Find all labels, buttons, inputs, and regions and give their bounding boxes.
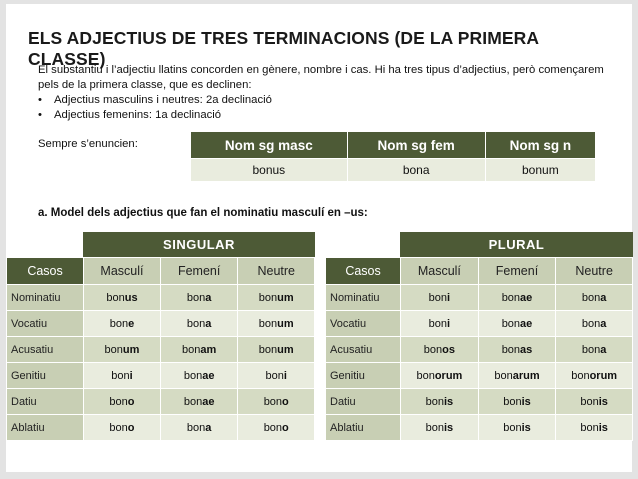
ending: o — [127, 395, 135, 408]
column-header: Neutre — [238, 258, 315, 285]
enunciate-value: bonus — [191, 159, 348, 182]
form-cell — [478, 337, 556, 363]
singular-group-header: SINGULAR — [83, 232, 315, 258]
stem: bon — [581, 343, 601, 356]
stem: bon — [581, 291, 601, 304]
stem: bon — [258, 317, 278, 330]
enunciate-header: Nom sg masc — [191, 132, 348, 159]
ending: i — [283, 369, 287, 382]
ending: orum — [589, 369, 618, 382]
form-cell — [160, 311, 238, 337]
table-row — [7, 389, 315, 415]
case-label: Ablatiu — [326, 415, 401, 441]
column-header: Masculí — [401, 258, 479, 285]
table-row — [326, 337, 633, 363]
form-cell — [401, 415, 479, 441]
stem: bon — [263, 421, 283, 434]
table-row — [7, 415, 315, 441]
form-cell — [84, 337, 161, 363]
stem: bon — [494, 369, 513, 382]
stem: bon — [106, 291, 125, 304]
stem: bon — [111, 369, 130, 382]
stem: bon — [423, 343, 443, 356]
case-label: Ablatiu — [7, 415, 84, 441]
form-cell — [84, 363, 161, 389]
form-cell — [478, 285, 556, 311]
form-cell — [556, 311, 633, 337]
bullet-text: Adjectius femenins: 1a declinació — [54, 109, 222, 121]
ending: i — [129, 369, 133, 382]
form-cell — [84, 285, 161, 311]
stem: bon — [258, 343, 278, 356]
case-label: Datiu — [7, 389, 84, 415]
form-cell — [238, 363, 315, 389]
enunciate-value: bona — [347, 159, 485, 182]
stem: bon — [186, 291, 206, 304]
stem: bon — [501, 343, 521, 356]
ending: as — [520, 343, 533, 356]
stem: bon — [258, 291, 278, 304]
enunciate-label: Sempre s’enuncien: — [38, 138, 138, 150]
stem: bon — [425, 395, 444, 408]
stem: bon — [109, 421, 128, 434]
stem: bon — [503, 421, 522, 434]
ending: a — [205, 317, 212, 330]
ending: am — [200, 343, 217, 356]
form-cell — [238, 415, 315, 441]
stem: bon — [104, 343, 123, 356]
column-header: Femení — [160, 258, 238, 285]
form-cell — [84, 415, 161, 441]
ending: ae — [520, 291, 533, 304]
enunciate-header: Nom sg n — [485, 132, 595, 159]
form-cell — [556, 337, 633, 363]
stem: bon — [571, 369, 590, 382]
bullet-text: Adjectius masculins i neutres: 2a declinació — [54, 94, 272, 106]
ending: arum — [512, 369, 540, 382]
enunciate-value: bonum — [485, 159, 595, 182]
stem: bon — [580, 421, 599, 434]
stem: bon — [503, 395, 522, 408]
form-cell — [556, 415, 633, 441]
form-cell — [160, 389, 238, 415]
form-cell — [238, 337, 315, 363]
ending: orum — [434, 369, 463, 382]
ending: i — [447, 291, 451, 304]
form-cell — [160, 337, 238, 363]
stem: bon — [182, 343, 201, 356]
ending: os — [442, 343, 455, 356]
form-cell — [160, 363, 238, 389]
form-cell — [160, 285, 238, 311]
form-cell — [401, 311, 479, 337]
enunciate-header: Nom sg fem — [347, 132, 485, 159]
case-label: Acusatiu — [326, 337, 401, 363]
stem: bon — [581, 317, 601, 330]
ending: a — [600, 317, 607, 330]
form-cell — [401, 285, 479, 311]
ending: is — [598, 395, 608, 408]
case-label: Datiu — [326, 389, 401, 415]
case-label: Acusatiu — [7, 337, 84, 363]
case-label: Vocatiu — [7, 311, 84, 337]
form-cell — [160, 415, 238, 441]
ending: o — [282, 421, 289, 434]
column-header: Casos — [326, 258, 401, 285]
stem: bon — [425, 421, 444, 434]
enunciate-table — [190, 131, 596, 182]
ending: ae — [520, 317, 533, 330]
ending: a — [600, 343, 607, 356]
form-cell — [478, 311, 556, 337]
section-label: a. Model dels adjectius que fan el nominatiu masculí en –us: — [38, 207, 368, 219]
stem: bon — [263, 395, 283, 408]
ending: e — [128, 317, 135, 330]
form-cell — [478, 363, 556, 389]
form-cell — [556, 389, 633, 415]
ending: is — [521, 421, 531, 434]
ending: um — [277, 317, 294, 330]
ending: a — [600, 291, 607, 304]
column-header: Casos — [7, 258, 84, 285]
stem: bon — [183, 369, 203, 382]
ending: is — [443, 421, 454, 434]
form-cell — [238, 285, 315, 311]
stem: bon — [428, 317, 448, 330]
ending: um — [277, 291, 294, 304]
form-cell — [84, 311, 161, 337]
ending: us — [124, 291, 138, 304]
form-cell — [238, 311, 315, 337]
stem: bon — [183, 395, 203, 408]
table-row — [7, 363, 315, 389]
ending: ae — [202, 369, 215, 382]
plural-group-header: PLURAL — [400, 232, 633, 258]
form-cell — [238, 389, 315, 415]
plural-declension-table — [325, 257, 633, 441]
ending: is — [443, 395, 454, 408]
bullet-icon: • — [38, 94, 42, 106]
table-row — [326, 389, 633, 415]
table-row — [326, 311, 633, 337]
ending: ae — [202, 395, 215, 408]
bullet-icon: • — [38, 109, 42, 121]
table-row — [326, 415, 633, 441]
form-cell — [556, 363, 633, 389]
intro-paragraph: El substantiu i l’adjectiu llatins concorden en gènere, nombre i cas. Hi ha tres tipus d’adjectius, però començarem pels de la primera classe, que es declinen: — [38, 64, 604, 91]
ending: o — [282, 395, 289, 408]
ending: is — [598, 421, 608, 434]
stem: bon — [416, 369, 435, 382]
form-cell — [401, 389, 479, 415]
column-header: Femení — [478, 258, 556, 285]
table-row — [326, 285, 633, 311]
singular-declension-table — [6, 257, 315, 441]
case-label: Nominatiu — [7, 285, 84, 311]
form-cell — [478, 415, 556, 441]
ending: a — [205, 291, 212, 304]
slide-title: ELS ADJECTIUS DE TRES TERMINACIONS (DE LA PRIMERA CLASSE) — [28, 28, 539, 69]
ending: a — [205, 421, 212, 434]
ending: um — [277, 343, 294, 356]
ending: um — [122, 343, 140, 356]
case-label: Nominatiu — [326, 285, 401, 311]
form-cell — [556, 285, 633, 311]
stem: bon — [428, 291, 448, 304]
ending: is — [521, 395, 531, 408]
form-cell — [401, 337, 479, 363]
ending: i — [447, 317, 451, 330]
stem: bon — [109, 395, 128, 408]
table-row — [7, 285, 315, 311]
ending: o — [127, 421, 135, 434]
stem: bon — [186, 421, 206, 434]
bullet-item — [38, 108, 618, 123]
form-cell — [401, 363, 479, 389]
column-header: Neutre — [556, 258, 633, 285]
form-cell — [84, 389, 161, 415]
case-label: Genitiu — [7, 363, 84, 389]
intro-text — [38, 63, 618, 123]
table-row — [7, 311, 315, 337]
column-header: Masculí — [84, 258, 161, 285]
stem: bon — [186, 317, 206, 330]
stem: bon — [501, 291, 521, 304]
case-label: Vocatiu — [326, 311, 401, 337]
table-row — [326, 363, 633, 389]
bullet-item — [38, 93, 618, 108]
stem: bon — [580, 395, 599, 408]
case-label: Genitiu — [326, 363, 401, 389]
form-cell — [478, 389, 556, 415]
stem: bon — [109, 317, 129, 330]
table-row — [7, 337, 315, 363]
stem: bon — [265, 369, 284, 382]
stem: bon — [501, 317, 521, 330]
